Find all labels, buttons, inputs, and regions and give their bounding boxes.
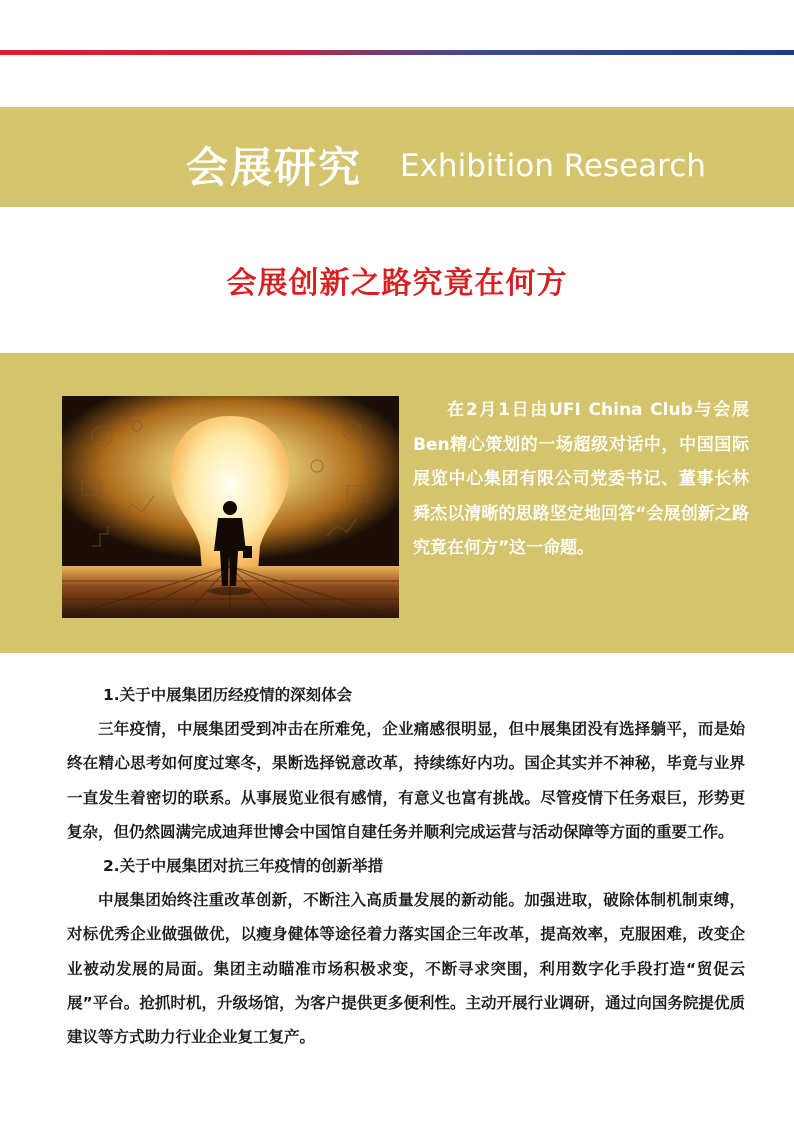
section-paragraph: 三年疫情，中展集团受到冲击在所难免，企业痛感很明显，但中展集团没有选择躺平，而是始终在精心思考如何度过寒冬，果断选择锐意改革，持续练好内功。国企其实并不神秘，毕竟与业界一直发生着密切的联系。从事展览业很有感情，有意义也富有挑战。尽管疫情下任务艰巨，形势更复杂，但仍然圆满完成迪拜世博会中国馆自建任务并顺利完成运营与活动保障等方面的重要工作。	[67, 720, 745, 841]
intro-paragraph: 在2月1日由UFI China Club与会展Ben精心策划的一场超级对话中，中国国际展览中心集团有限公司党委书记、董事长林舜杰以清晰的思路坚定地回答“会展创新之路究竟在何方”这一命题。	[413, 400, 749, 558]
section-heading: 2.关于中展集团对抗三年疫情的创新举措	[103, 857, 384, 876]
section-paragraph: 中展集团始终注重改革创新，不断注入高质量发展的新动能。加强进取，破除体制机制束缚，对标优秀企业做强做优，以瘦身健体等途径着力落实国企三年改革，提高效率，克服困难，改变企业被动发展的局面。集团主动瞄准市场积极求变，不断寻求突围，利用数字化手段打造“贸促云展”平台。抢抓时机，升级场馆，为客户提供更多便利性。主动开展行业调研，通过向国务院提优质建议等方式助力行业企业复工复产。	[67, 891, 745, 1047]
article-body	[67, 678, 745, 1054]
banner-title-cn: 会展研究	[186, 143, 363, 192]
top-color-rule	[0, 50, 794, 55]
section-heading: 1.关于中展集团历经疫情的深刻体会	[103, 686, 353, 704]
article-title: 会展创新之路究竟在何方	[226, 266, 568, 301]
banner-title-en: Exhibition Research	[400, 148, 706, 184]
lightbulb-doorway-businessman-icon	[62, 396, 399, 618]
